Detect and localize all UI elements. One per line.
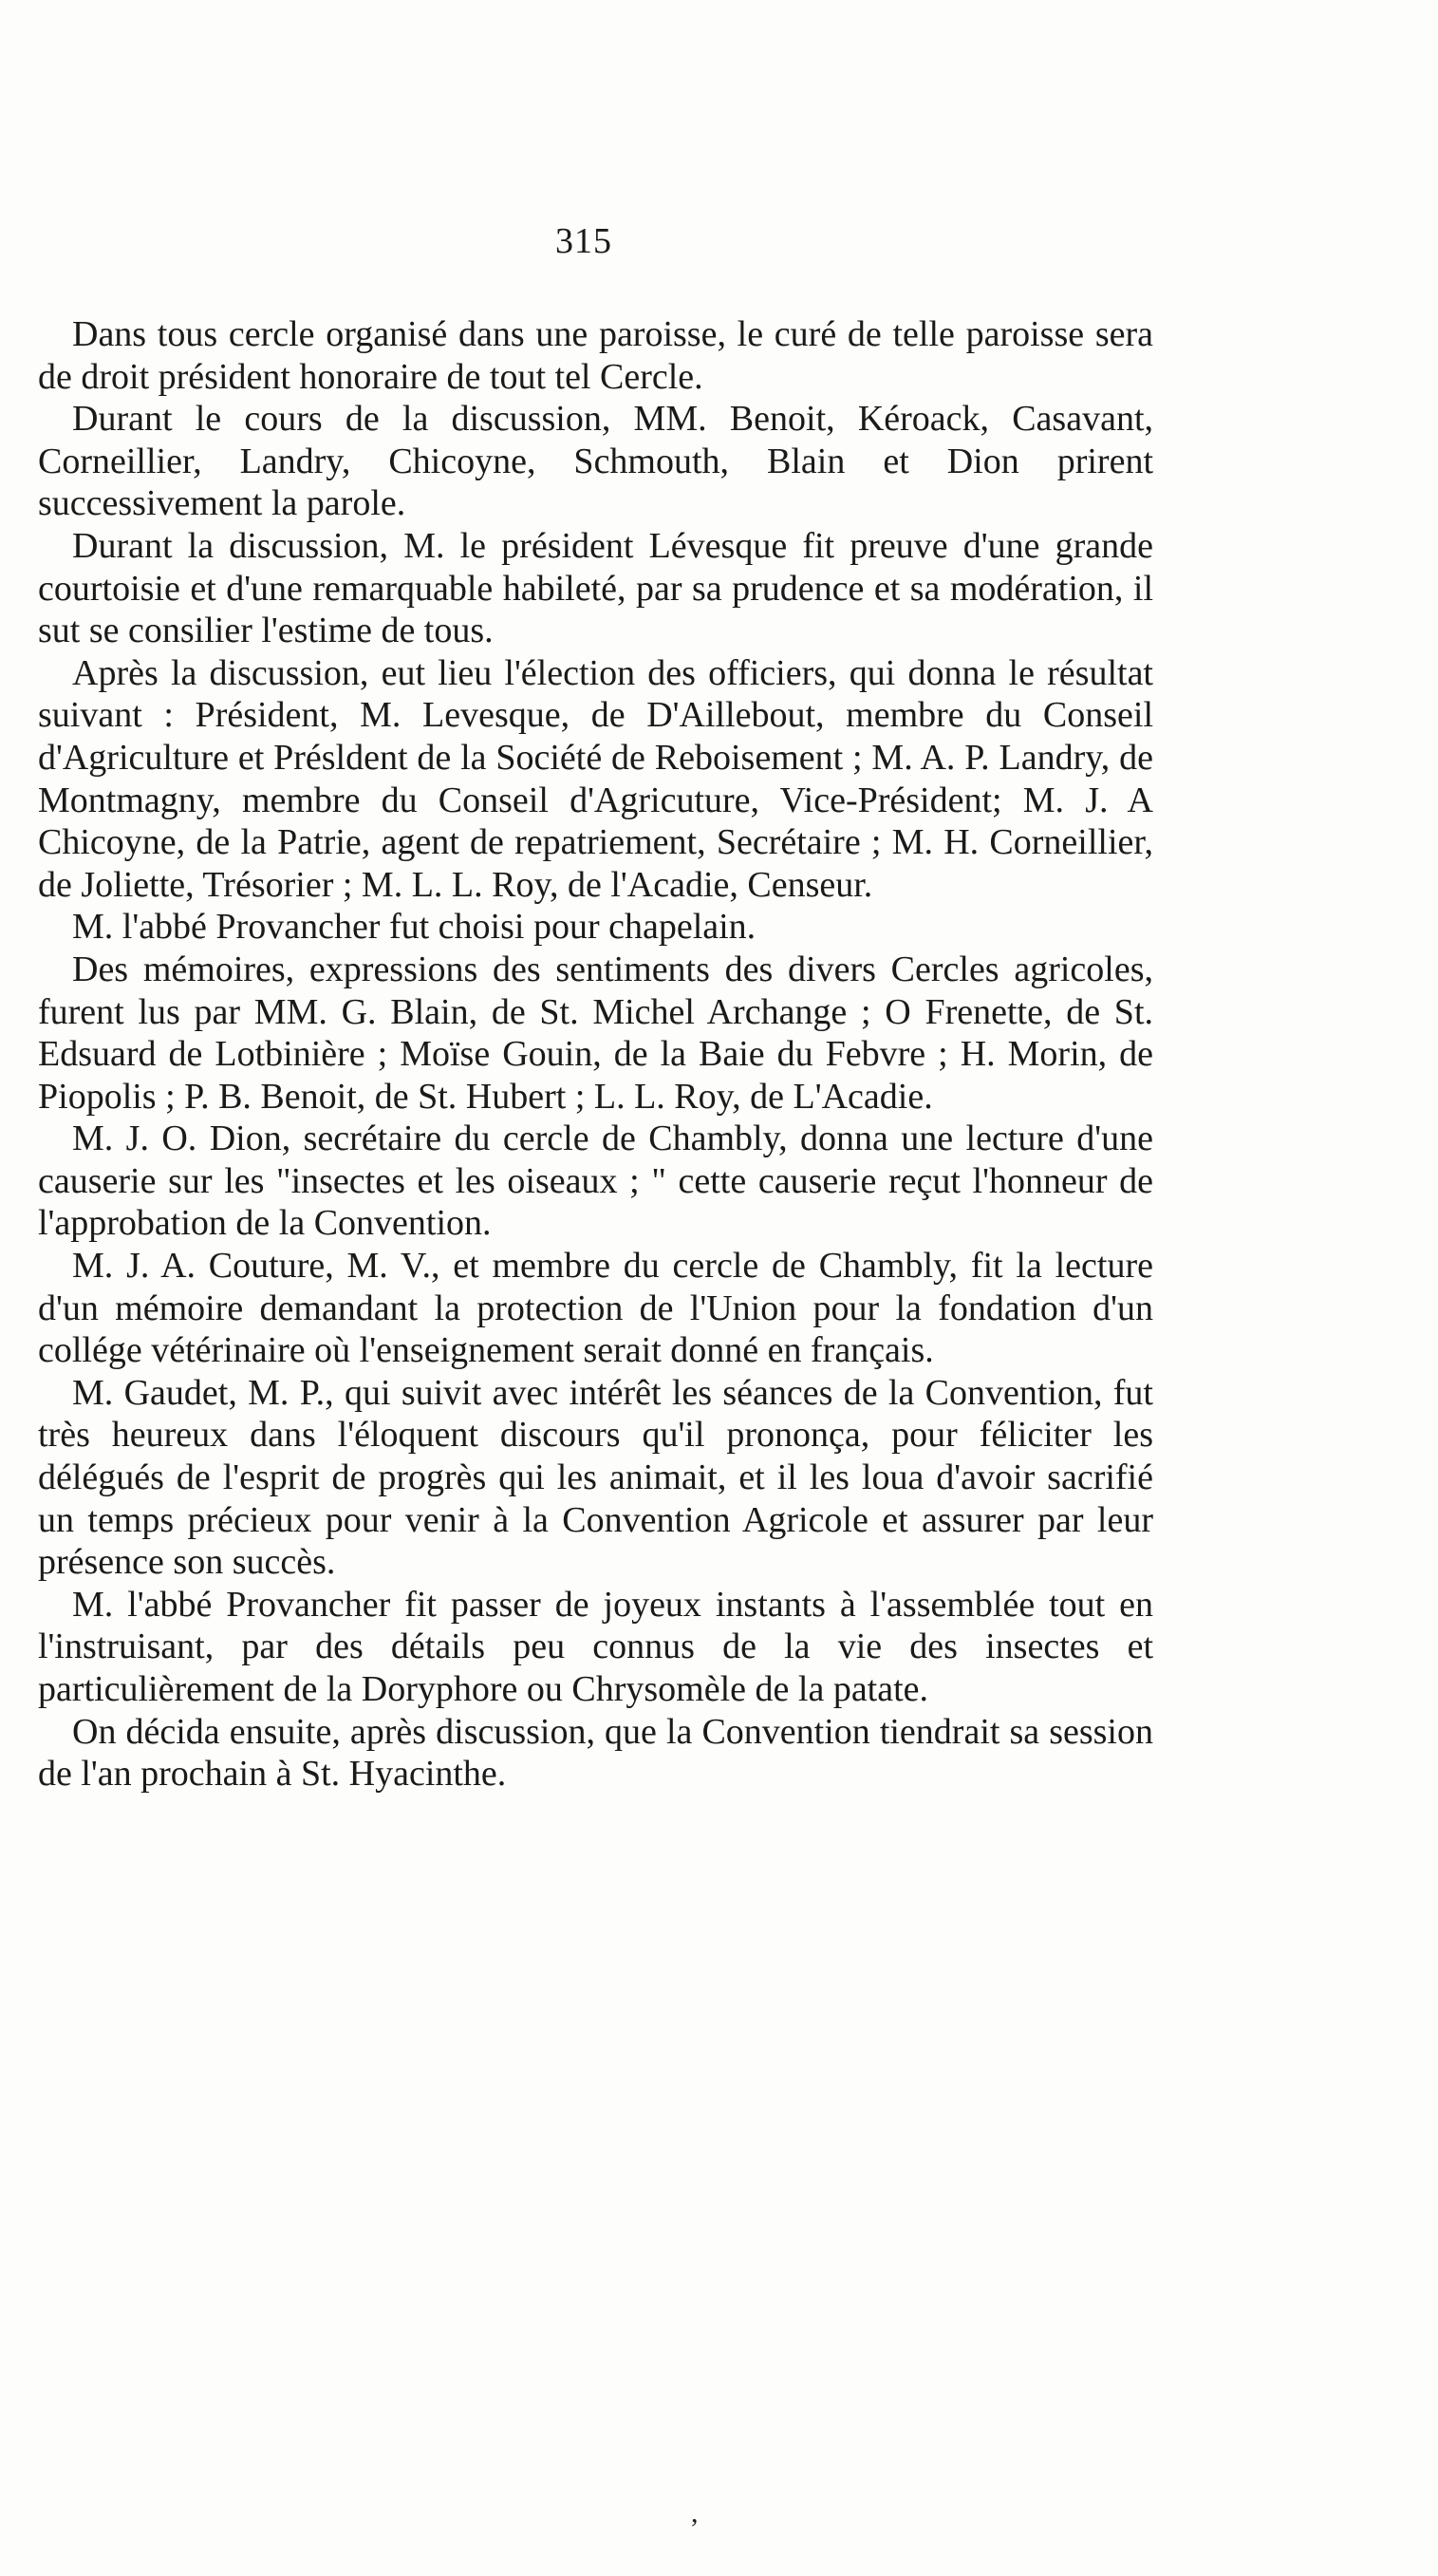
paragraph-chaplain: M. l'abbé Provancher fut choisi pour chapelain. bbox=[72, 907, 756, 948]
paragraph-discussion-speakers: Durant le cours de la discussion, MM. Benoit, Kéroack, Casavant, Corneillier, Landry, Chicoyne, Schmouth, Blain et Dion prirent successivement la parole. bbox=[38, 399, 1153, 524]
paragraph-dion-lecture: M. J. O. Dion, secrétaire du cercle de Chambly, donna une lecture d'une causerie sur les "insectes et les oiseaux ; " cette causerie reçut l'honneur de l'approbation de la Convention. bbox=[38, 1119, 1153, 1244]
page-number: 315 bbox=[555, 221, 612, 261]
paragraph-cercle-president: Dans tous cercle organisé dans une paroisse, le curé de telle paroisse sera de droit président honoraire de tout tel Cercle. bbox=[38, 314, 1153, 397]
paragraph-provancher-insects: M. l'abbé Provancher fit passer de joyeux instants à l'assemblée tout en l'instruisant, par des détails peu connus de la vie des insectes et particulièrement de la Doryphore ou Chrysomèle de la patate. bbox=[38, 1584, 1153, 1709]
bottom-mark: , bbox=[691, 2497, 699, 2529]
paragraph-next-session: On décida ensuite, après discussion, que la Convention tiendrait sa session de l'an prochain à St. Hyacinthe. bbox=[38, 1711, 1153, 1795]
paragraph-president-courtesy: Durant la discussion, M. le président Lévesque fit preuve d'une grande courtoisie et d'une remarquable habileté, par sa prudence et sa modération, il sut se consilier l'estime de tous. bbox=[38, 525, 1153, 651]
paragraph-gaudet-speech: M. Gaudet, M. P., qui suivit avec intérêt les séances de la Convention, fut très heureux dans l'éloquent discours qu'il prononça, pour féliciter les délégués de l'esprit de progrès qui les animait, et il les loua d'avoir sacrifié un temps précieux pour venir à la Convention Agricole et assurer par leur présence son succès. bbox=[38, 1372, 1153, 1583]
body-text bbox=[38, 313, 1153, 1796]
paragraph-couture-memoir: M. J. A. Couture, M. V., et membre du cercle de Chambly, fit la lecture d'un mémoire demandant la protection de l'Union pour la fondation d'un collége vétérinaire où l'enseignement serait donné en français. bbox=[38, 1246, 1153, 1371]
paragraph-officer-election: Après la discussion, eut lieu l'élection des officiers, qui donna le résultat suivant : Président, M. Levesque, de D'Aillebout, membre du Conseil d'Agriculture et Présldent de la Société de Reboisement ; M. A. P. Landry, de Montmagny, membre du Conseil d'Agricuture, Vice-Président; M. J. A Chicoyne, de la Patrie, agent de repatriement, Secrétaire ; M. H. Corneillier, de Joliette, Trésorier ; M. L. L. Roy, de l'Acadie, Censeur. bbox=[38, 652, 1153, 905]
paragraph-memoirs: Des mémoires, expressions des sentiments des divers Cercles agricoles, furent lus par MM. G. Blain, de St. Michel Archange ; O Frenette, de St. Edsuard de Lotbinière ; Moïse Gouin, de la Baie du Febvre ; H. Morin, de Piopolis ; P. B. Benoit, de St. Hubert ; L. L. Roy, de L'Acadie. bbox=[38, 949, 1153, 1117]
